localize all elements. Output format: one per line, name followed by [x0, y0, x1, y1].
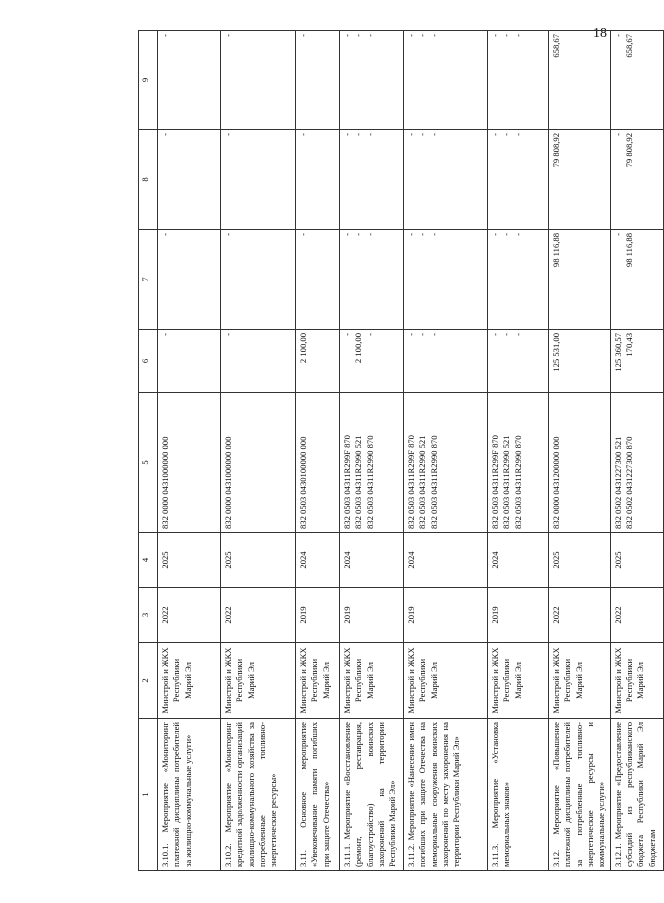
amount-col9-cell-value: -: [353, 34, 364, 37]
amount-col8-cell-value: -: [612, 133, 623, 136]
amount-col7-cell-value: -: [223, 233, 233, 236]
amount-col6-cell-value: -: [501, 333, 512, 336]
amount-col9-cell-value: -: [160, 34, 170, 37]
amount-col8-cell-value: -: [298, 133, 308, 136]
col-header: 3: [139, 588, 158, 643]
amount-col9-cell: [610, 31, 663, 130]
amount-col8-cell: [610, 130, 663, 230]
amount-col9-cell: [404, 31, 488, 130]
budget-code-cell: [488, 393, 549, 533]
header-row: [139, 31, 158, 871]
executor-cell: Минстрой и ЖКХ Республики Марий Эл: [404, 643, 488, 719]
amount-col8-cell-value: -: [364, 133, 375, 136]
budget-code-cell-value: 832 0503 04311R2990 870: [428, 435, 439, 529]
amount-col6-cell-value: 2 100,00: [298, 333, 308, 364]
amount-col6-cell: [488, 330, 549, 393]
amount-col6-cell-value: -: [417, 333, 428, 336]
budget-code-cell-value: 832 0503 04311R2990 521: [353, 435, 364, 529]
amount-col8-cell-value: -: [223, 133, 233, 136]
budget-code-cell-value: 832 0502 0431227300 521: [612, 436, 623, 529]
amount-col6-cell-value: -: [512, 333, 523, 336]
amount-col7-cell-value: -: [512, 233, 523, 236]
amount-col9-cell-value: 658,67: [551, 34, 561, 58]
amount-col6-cell: [610, 330, 663, 393]
amount-col7-cell-value: -: [364, 233, 375, 236]
col-header: 1: [139, 719, 158, 871]
table-row: [340, 31, 404, 871]
table-row: [488, 31, 549, 871]
amount-col9-cell: [221, 31, 296, 130]
amount-col6-cell-value: -: [342, 333, 352, 336]
start-year-cell: 2022: [221, 588, 296, 643]
executor-cell: Минстрой и ЖКХ Республики Марий Эл: [549, 643, 611, 719]
budget-code-cell-value: 832 0000 0431200000 000: [551, 436, 561, 529]
budget-code-cell: [340, 393, 404, 533]
activity-name-cell: 3.11.3. Мероприятие «Установка мемориальных знаков»: [488, 719, 549, 871]
amount-col9-cell: [296, 31, 340, 130]
start-year-cell: 2019: [296, 588, 340, 643]
amount-col7-cell-value: -: [406, 233, 416, 236]
executor-cell: Минстрой и ЖКХ Республики Марий Эл: [488, 643, 549, 719]
amount-col6-cell-value: -: [364, 333, 375, 336]
end-year-cell: 2025: [221, 533, 296, 588]
amount-col8-cell: [221, 130, 296, 230]
activity-name-cell: 3.12.1. Мероприятие «Предоставление субсидий из республиканского бюджета Республики Марий Эл бюджетам: [610, 719, 663, 871]
budget-table: [138, 30, 664, 871]
budget-code-cell-value: 832 0503 04311R2990 870: [364, 435, 375, 529]
amount-col9-cell-value: -: [428, 34, 439, 37]
amount-col7-cell-value: 98 116,88: [551, 233, 561, 268]
amount-col9-cell: [340, 31, 404, 130]
budget-code-cell: [296, 393, 340, 533]
amount-col7-cell-value: -: [298, 233, 308, 236]
start-year-cell: 2019: [340, 588, 404, 643]
amount-col8-cell: [158, 130, 221, 230]
amount-col8-cell-value: -: [406, 133, 416, 136]
activity-name-cell: 3.12. Мероприятие «Повышение платежной дисциплины потребителей за потребленные топливно-энергетические ресурсы и коммунальные услуги»: [549, 719, 611, 871]
table-body: [158, 31, 664, 871]
amount-col8-cell-value: 79 808,92: [624, 133, 635, 168]
col-header: 4: [139, 533, 158, 588]
amount-col7-cell-value: -: [342, 233, 352, 236]
budget-code-cell: [404, 393, 488, 533]
amount-col8-cell: [488, 130, 549, 230]
amount-col9-cell-value: -: [223, 34, 233, 37]
amount-col9-cell-value: -: [298, 34, 308, 37]
amount-col8-cell-value: -: [342, 133, 352, 136]
budget-code-cell-value: 832 0503 04311R299F 870: [490, 435, 500, 529]
end-year-cell: 2024: [340, 533, 404, 588]
end-year-cell: 2025: [549, 533, 611, 588]
activity-name-cell: 3.11.1. Мероприятие «Восстановление (ремонт, реставрация, благоустройство) воинских захоронений на территории Республики Марий Эл»: [340, 719, 404, 871]
budget-code-cell: [610, 393, 663, 533]
budget-code-cell-value: 832 0503 04311R2990 870: [512, 435, 523, 529]
amount-col7-cell: [404, 230, 488, 330]
amount-col9-cell: [158, 31, 221, 130]
amount-col9-cell-value: -: [490, 34, 500, 37]
col-header: 6: [139, 330, 158, 393]
col-header: 5: [139, 393, 158, 533]
budget-code-cell-value: 832 0000 0431000000 000: [223, 436, 233, 529]
amount-col9-cell-value: -: [364, 34, 375, 37]
table-row: [158, 31, 221, 871]
amount-col6-cell: [549, 330, 611, 393]
col-header: 9: [139, 31, 158, 130]
budget-code-cell-value: 832 0000 0431000000 000: [160, 436, 170, 529]
amount-col6-cell-value: -: [490, 333, 500, 336]
activity-name-cell: 3.10.2. Мероприятие «Мониторинг кредитной задолженности организаций жилищно-коммунального хозяйства за потребленные топливно-энергетические ресурсы»: [221, 719, 296, 871]
start-year-cell: 2022: [610, 588, 663, 643]
start-year-cell: 2019: [488, 588, 549, 643]
amount-col6-cell-value: -: [160, 333, 170, 336]
start-year-cell: 2022: [549, 588, 611, 643]
amount-col6-cell: [340, 330, 404, 393]
amount-col6-cell-value: 2 100,00: [353, 333, 364, 364]
col-header: 8: [139, 130, 158, 230]
executor-cell: Минстрой и ЖКХ Республики Марий Эл: [221, 643, 296, 719]
amount-col9-cell-value: -: [342, 34, 352, 37]
end-year-cell: 2025: [158, 533, 221, 588]
budget-code-cell: [158, 393, 221, 533]
amount-col6-cell: [296, 330, 340, 393]
amount-col8-cell-value: -: [417, 133, 428, 136]
budget-code-cell: [549, 393, 611, 533]
amount-col7-cell: [610, 230, 663, 330]
amount-col7-cell: [158, 230, 221, 330]
table-row: [549, 31, 611, 871]
amount-col7-cell-value: -: [353, 233, 364, 236]
amount-col8-cell-value: -: [512, 133, 523, 136]
budget-code-cell-value: 832 0503 04311R299F 870: [342, 435, 352, 529]
amount-col7-cell: [340, 230, 404, 330]
budget-code-cell-value: 832 0503 04311R2990 521: [501, 435, 512, 529]
amount-col7-cell: [488, 230, 549, 330]
col-header: 7: [139, 230, 158, 330]
amount-col7-cell-value: -: [612, 233, 623, 236]
table-row: [221, 31, 296, 871]
amount-col6-cell-value: 170,43: [624, 333, 635, 357]
activity-name-cell: 3.10.1. Мероприятие «Мониторинг платежной дисциплины потребителей за жилищно-коммунальные услуги»: [158, 719, 221, 871]
amount-col6-cell-value: -: [223, 333, 233, 336]
col-header: 2: [139, 643, 158, 719]
amount-col7-cell-value: -: [490, 233, 500, 236]
budget-code-cell: [221, 393, 296, 533]
amount-col8-cell: [296, 130, 340, 230]
amount-col7-cell: [549, 230, 611, 330]
amount-col9-cell: [488, 31, 549, 130]
executor-cell: Минстрой и ЖКХ Республики Марий Эл: [296, 643, 340, 719]
amount-col7-cell: [221, 230, 296, 330]
amount-col6-cell-value: 125 531,00: [551, 333, 561, 372]
table-row: [296, 31, 340, 871]
start-year-cell: 2022: [158, 588, 221, 643]
amount-col8-cell-value: -: [490, 133, 500, 136]
amount-col6-cell-value: 125 360,57: [612, 333, 623, 372]
amount-col6-cell: [158, 330, 221, 393]
amount-col6-cell-value: -: [428, 333, 439, 336]
budget-code-cell-value: 832 0503 04311R299F 870: [406, 435, 416, 529]
rotated-table-container: [138, 31, 657, 871]
amount-col8-cell: [340, 130, 404, 230]
amount-col9-cell-value: -: [501, 34, 512, 37]
amount-col9-cell: [549, 31, 611, 130]
amount-col6-cell: [221, 330, 296, 393]
amount-col8-cell-value: -: [428, 133, 439, 136]
executor-cell: Минстрой и ЖКХ Республики Марий Эл: [340, 643, 404, 719]
table-row: [610, 31, 663, 871]
amount-col9-cell-value: -: [612, 34, 623, 37]
page-number: 18: [593, 26, 607, 41]
budget-code-cell-value: 832 0503 04311R2990 521: [417, 435, 428, 529]
amount-col8-cell: [404, 130, 488, 230]
amount-col7-cell: [296, 230, 340, 330]
amount-col6-cell: [404, 330, 488, 393]
amount-col8-cell-value: -: [501, 133, 512, 136]
end-year-cell: 2025: [610, 533, 663, 588]
amount-col7-cell-value: -: [501, 233, 512, 236]
activity-name-cell: 3.11.2. Мероприятие «Нанесение имен погибших при защите Отечества на мемориальные сооружения воинских захоронений по месту захоронения на территории Республики Марий Эл»: [404, 719, 488, 871]
end-year-cell: 2024: [296, 533, 340, 588]
amount-col8-cell: [549, 130, 611, 230]
amount-col8-cell-value: 79 808,92: [551, 133, 561, 168]
amount-col9-cell-value: -: [417, 34, 428, 37]
activity-name-cell: 3.11. Основное мероприятие «Увековечивание памяти погибших при защите Отечества»: [296, 719, 340, 871]
budget-code-cell-value: 832 0502 0431227300 870: [624, 436, 635, 529]
amount-col9-cell-value: -: [512, 34, 523, 37]
amount-col7-cell-value: -: [428, 233, 439, 236]
amount-col8-cell-value: -: [160, 133, 170, 136]
amount-col6-cell-value: -: [406, 333, 416, 336]
table-row: [404, 31, 488, 871]
budget-code-cell-value: 832 0503 0430100000 000: [298, 436, 308, 529]
executor-cell: Минстрой и ЖКХ Республики Марий Эл: [610, 643, 663, 719]
start-year-cell: 2019: [404, 588, 488, 643]
amount-col9-cell-value: 658,67: [624, 34, 635, 58]
amount-col7-cell-value: -: [417, 233, 428, 236]
amount-col9-cell-value: -: [406, 34, 416, 37]
amount-col7-cell-value: -: [160, 233, 170, 236]
executor-cell: Минстрой и ЖКХ Республики Марий Эл: [158, 643, 221, 719]
amount-col7-cell-value: 98 116,88: [624, 233, 635, 268]
end-year-cell: 2024: [488, 533, 549, 588]
amount-col8-cell-value: -: [353, 133, 364, 136]
end-year-cell: 2024: [404, 533, 488, 588]
